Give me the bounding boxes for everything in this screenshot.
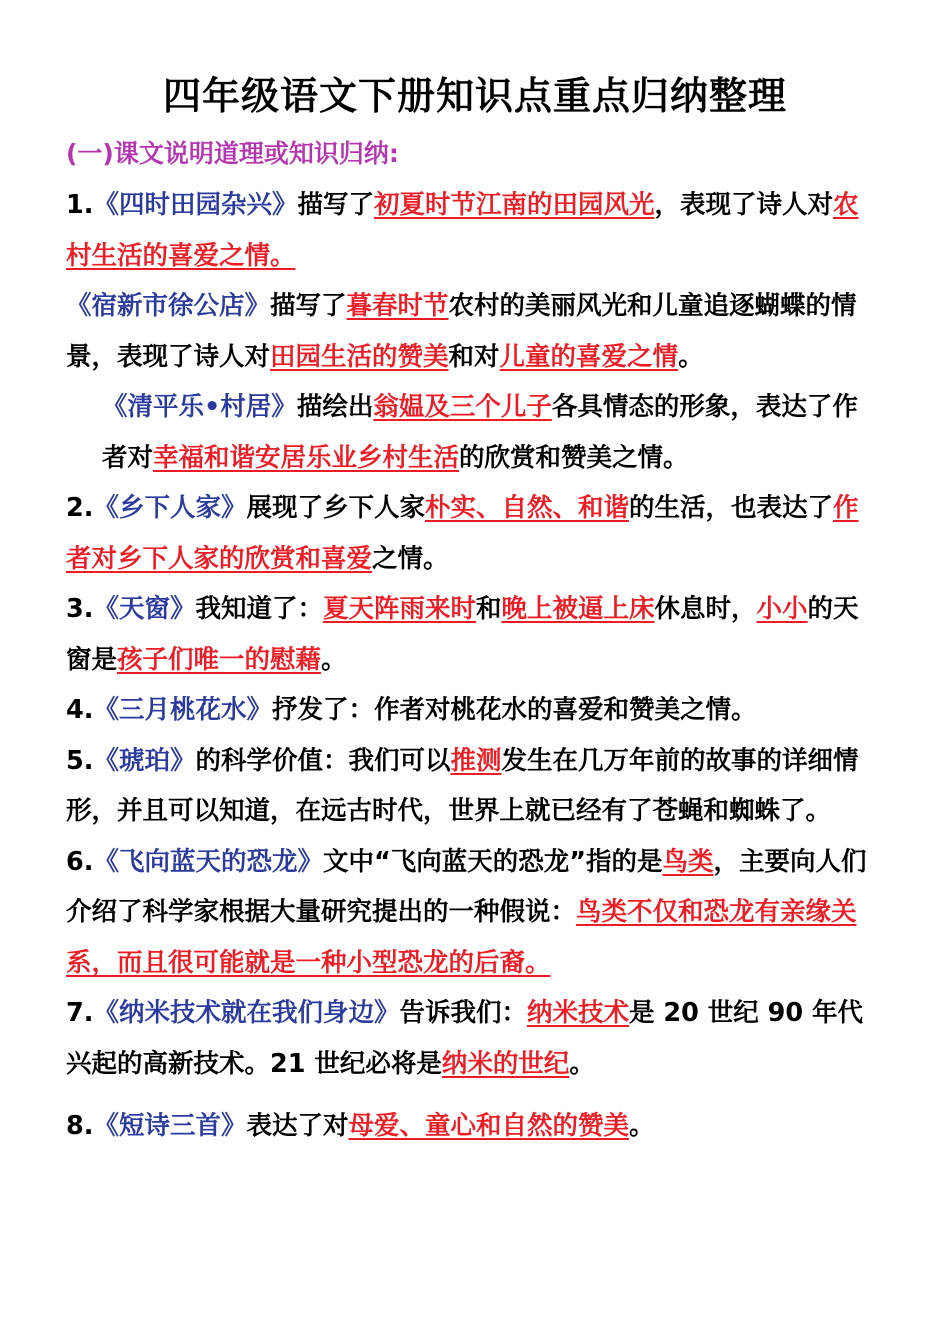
key-point-highlight: 幸福和谐安居乐业乡村生活 [153,442,460,473]
body-text: 4. [66,695,94,725]
body-text: 休息时， [654,594,757,624]
paragraph-p6 [66,685,876,736]
lesson-title-ref: 《清平乐•村居》 [102,392,297,422]
body-text: 的欣赏和赞美之情。 [459,442,689,473]
document-body [66,180,876,1152]
body-text: 。 [569,1048,595,1079]
body-text: 。 [628,1111,655,1141]
body-text: 。 [321,644,347,675]
body-text: 发生在几万年前的故事的详细情形，并且可以知道，在远古时代，世界上就已经有了苍蝇和蜘蛛了。 [66,745,859,826]
body-text: 描写了 [297,190,374,220]
body-text: 2. [66,493,94,523]
key-point-highlight: 夏天阵雨来时 [322,594,476,624]
lesson-title-ref: 《短诗三首》 [93,1111,247,1141]
paragraph-spacer [66,1089,876,1101]
body-text: 我知道了： [195,594,323,624]
lesson-title-ref: 《乡下人家》 [93,493,247,523]
key-point-highlight: 小小 [756,594,808,624]
key-point-highlight: 晚上被逼上床 [501,594,655,624]
body-text: 表达了对 [246,1111,349,1141]
body-text: 是 20 世纪 90 年代兴起的高新技术。21 世纪必将是 [66,998,863,1079]
section-heading: (一)课文说明道理或知识归纳: [66,139,399,168]
paragraph-p7 [66,736,876,837]
body-text: 的天窗是 [66,594,859,675]
paragraph-p8 [66,837,876,989]
body-text: 的科学价值：我们可以 [195,745,451,776]
key-point-highlight: 田园生活的赞美 [270,341,449,372]
body-text: 和对 [448,341,500,372]
body-text: ，表现了诗人对 [654,190,833,220]
paragraph-p2 [66,281,876,382]
key-point-highlight: 纳米的世纪 [441,1048,570,1079]
lesson-title-ref: 《纳米技术就在我们身边》 [93,998,400,1028]
body-text: 抒发了：作者对桃花水的喜爱和赞美之情。 [271,695,757,725]
paragraph-p3 [66,382,876,483]
paragraph-p1 [66,180,876,281]
lesson-title-ref: 《四时田园杂兴》 [93,190,298,220]
body-text: 3. [66,594,94,624]
key-point-highlight: 作者对乡下人家的欣赏和喜爱 [66,493,859,574]
body-text: 5. [66,745,94,776]
body-text: 农村的美丽风光和儿童追逐蝴蝶的情景，表现了诗人对 [66,291,857,372]
key-point-highlight: 朴实、自然、和谐 [424,493,629,523]
key-point-highlight: 暮春时节 [346,291,449,321]
body-text: 8. [66,1111,94,1141]
key-point-highlight: 推测 [450,745,502,776]
lesson-title-ref: 《三月桃花水》 [93,695,272,725]
paragraph-p10 [66,1101,876,1152]
key-point-highlight: 孩子们唯一的慰藉 [117,644,322,675]
key-point-highlight: 初夏时节江南的田园风光 [373,190,655,220]
body-text: 描绘出 [296,392,374,422]
body-text: 的生活，也表达了 [628,493,833,523]
lesson-title-ref: 《飞向蓝天的恐龙》 [93,846,323,877]
body-text: 之情。 [372,543,449,574]
body-text: 告诉我们： [399,998,527,1028]
key-point-highlight: 翁媪及三个儿子 [373,392,552,422]
key-point-highlight: 鸟类不仅和恐龙有亲缘关系，而且很可能就是一种小型恐龙的后裔。 [66,897,857,978]
body-text: 展现了乡下人家 [246,493,425,523]
paragraph-p9 [66,988,876,1089]
body-text: 7. [66,998,94,1028]
body-text: 1. [66,190,94,220]
lesson-title-ref: 《琥珀》 [93,745,196,776]
key-point-highlight: 纳米技术 [526,998,629,1028]
body-text: 和 [475,594,502,624]
body-text: 描写了 [270,291,347,321]
body-text: 文中“飞向蓝天的恐龙”指的是 [322,846,663,877]
key-point-highlight: 母爱、童心和自然的赞美 [348,1111,629,1141]
page-title: 四年级语文下册知识点重点归纳整理 [162,74,787,118]
body-text: 6. [66,846,94,877]
body-text: ，主要向人们介绍了科学家根据大量研究提出的一种假说： [66,846,867,927]
lesson-title-ref: 《宿新市徐公店》 [66,291,271,321]
key-point-highlight: 儿童的喜爱之情 [499,341,679,372]
paragraph-p5 [66,584,876,685]
lesson-title-ref: 《天窗》 [93,594,196,624]
body-text: 各具情态的形象，表达了作者对 [102,392,858,473]
body-text: 。 [678,341,704,372]
key-point-highlight: 农村生活的喜爱之情。 [66,190,859,271]
paragraph-p4 [66,483,876,584]
key-point-highlight: 鸟类 [662,846,714,877]
